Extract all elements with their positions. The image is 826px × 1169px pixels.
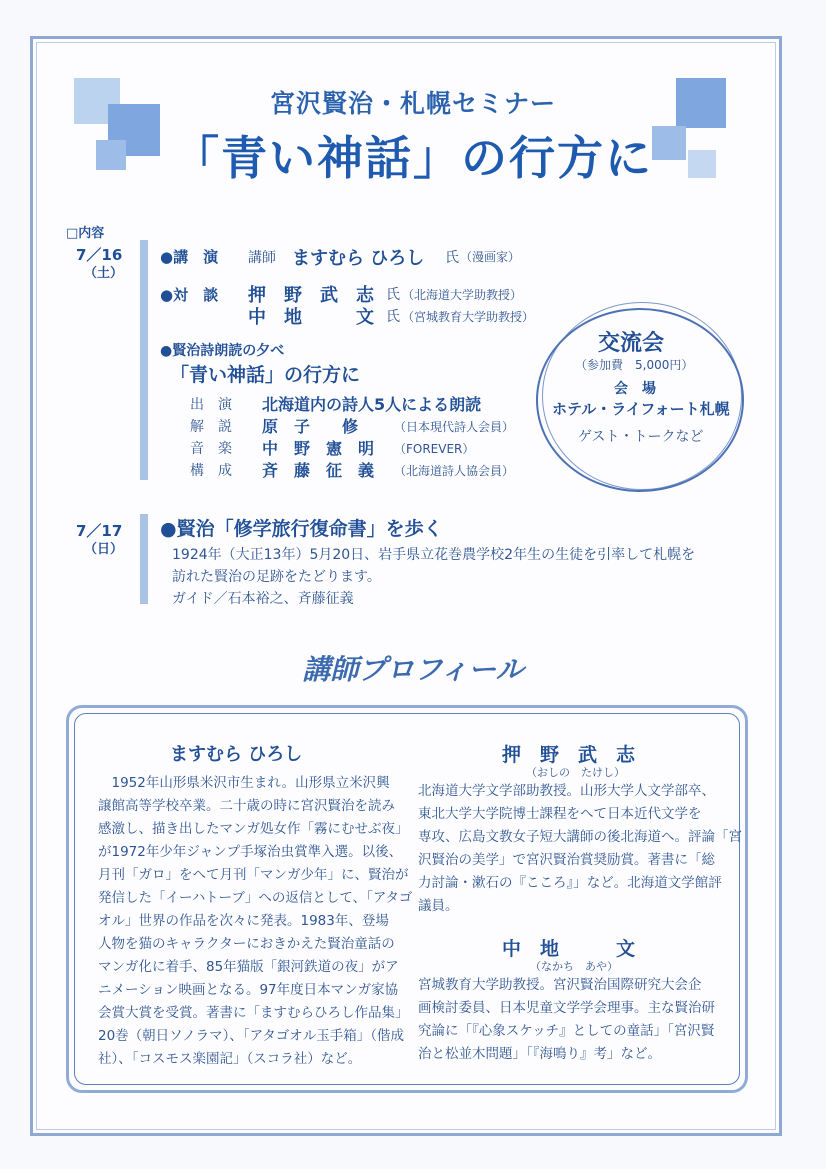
day1-date: 7／16	[76, 246, 123, 264]
exchange-venue-label: 会 場	[614, 381, 656, 397]
day2-guide: ガイド／石本裕之、斉藤征義	[172, 591, 354, 607]
profile-heading: 講師プロフィール	[302, 653, 524, 686]
masumura-bio-line: 月刊「ガロ」をへて月刊「マンガ少年」に、賢治が	[98, 867, 409, 883]
lecture-role: 講師	[248, 250, 276, 266]
day2-date: 7／17	[76, 522, 123, 540]
masumura-bio-line: ニメーション映画となる。97年度日本マンガ家協	[98, 982, 399, 998]
masumura-bio-line: 感激し、描き出したマンガ処女作「霧にむせぶ夜」	[98, 821, 409, 837]
masumura-bio-line: オル」世界の作品を次々に発表。1983年、登場	[98, 913, 389, 929]
masumura-bio	[98, 772, 412, 1071]
oshino-name: 押 野 武 志	[502, 744, 636, 766]
day2-line-2: 訪れた賢治の足跡をたどります。	[172, 569, 381, 585]
masumura-bio-line: が1972年少年ジャンプ手塚治虫賞準入選。以後、	[98, 844, 403, 860]
masumura-bio-line: 20巻（朝日ソノラマ）、「アタゴオル玉手箱」（偕成	[98, 1028, 404, 1044]
exchange-title: 交流会	[598, 331, 665, 356]
reading-row-2-note: （日本現代詩人会員）	[394, 420, 515, 434]
day1-weekday: （土）	[84, 266, 124, 281]
lecture-note: （漫画家）	[460, 250, 521, 264]
talk-p1-name: 押 野 武 志	[248, 285, 374, 306]
reading-row-2-label: 解 説	[190, 419, 232, 435]
nakachi-name: 中 地 文	[502, 938, 636, 960]
reading-row-4-note: （北海道詩人協会員）	[394, 464, 515, 478]
reading-row-1-name: 北海道内の詩人5人による朗読	[262, 395, 482, 414]
lecture-name: ますむら ひろし	[292, 248, 425, 269]
reading-bullet: ●賢治詩朗読の夕べ	[160, 343, 285, 359]
reading-row-3-label: 音 楽	[190, 441, 232, 457]
talk-p2-suffix: 氏	[386, 309, 400, 325]
oshino-bio-line: 力討論・漱石の『こころ』」など。北海道文学館評	[418, 875, 722, 891]
nakachi-bio-line: 画検討委員、日本児童文学学会理事。主な賢治研	[418, 1000, 715, 1016]
masumura-bio-line: 人物を猫のキャラクターにおきかえた賢治童話の	[98, 936, 395, 952]
masumura-bio-line: マンガ化に着手、85年猫版「銀河鉄道の夜」がア	[98, 959, 399, 975]
day2-line-1: 1924年（大正13年）5月20日、岩手県立花巻農学校2年生の生徒を引率して札幌を	[172, 547, 696, 563]
talk-p2-name: 中 地 文	[248, 307, 374, 328]
masumura-name: ますむら ひろし	[170, 744, 303, 765]
masumura-bio-line: 会賞大賞を受賞。著書に「ますむらひろし作品集」	[98, 1005, 409, 1021]
oshino-bio	[418, 780, 742, 918]
day2-title: ●賢治「修学旅行復命書」を歩く	[160, 518, 443, 540]
nakachi-bio-line: 治と松並木問題」「『海鳴り』考」など。	[418, 1046, 661, 1062]
masumura-bio-line: 譲館高等学校卒業。二十歳の時に宮沢賢治を読み	[98, 798, 395, 814]
masumura-bio-line: 発信した「イーハトーブ」への返信として、「アタゴ	[98, 890, 413, 906]
reading-row-3-note: （FOREVER）	[394, 442, 475, 456]
oshino-bio-line: 東北大学大学院博士課程をへて日本近代文学を	[418, 806, 702, 822]
day1-side-bar	[140, 240, 148, 480]
nakachi-bio	[418, 974, 715, 1066]
talk-p2-note: （宮城教育大学助教授）	[402, 310, 535, 324]
reading-row-4-name: 斉 藤 征 義	[262, 461, 375, 480]
day2-side-bar	[140, 514, 148, 604]
seminar-title: 「青い神話」の行方に	[173, 131, 653, 185]
talk-p1-note: （北海道大学助教授）	[402, 288, 523, 302]
seminar-subtitle: 宮沢賢治・札幌セミナー	[269, 89, 556, 118]
lecture-bullet: ●講 演	[160, 248, 219, 266]
reading-row-2-name: 原 子 修	[262, 417, 359, 436]
lecture-suffix: 氏	[445, 250, 459, 266]
nakachi-bio-line: 宮城教育大学助教授。宮沢賢治国際研究大会企	[418, 977, 702, 993]
reading-title: 「青い神話」の行方に	[170, 364, 361, 386]
oshino-bio-line: 北海道大学文学部助教授。山形大学人文学部卒、	[418, 783, 715, 799]
exchange-fee: （参加費 5,000円）	[575, 358, 694, 372]
talk-bullet: ●対 談	[160, 286, 219, 304]
masumura-bio-line: 1952年山形県米沢市生まれ。山形県立米沢興	[98, 775, 390, 791]
oshino-bio-line: 沢賢治の美学」で宮沢賢治賞奨励賞。著書に「総	[418, 852, 715, 868]
section-label: □内容	[66, 226, 105, 241]
oshino-bio-line: 専攻、広島文教女子短大講師の後北海道へ。評論「宮	[418, 829, 742, 845]
nakachi-reading: （なかち あや）	[530, 960, 618, 973]
talk-p1-suffix: 氏	[386, 287, 400, 303]
day2-weekday: （日）	[84, 542, 124, 557]
nakachi-bio-line: 究論に「『心象スケッチ』としての童話」「宮沢賢	[418, 1023, 715, 1039]
reading-row-4-label: 構 成	[190, 463, 232, 479]
masumura-bio-line: 社）、「コスモス楽園記」（スコラ社）など。	[98, 1051, 362, 1067]
exchange-extra: ゲスト・トークなど	[578, 429, 704, 445]
reading-row-1-label: 出 演	[190, 397, 232, 413]
oshino-reading: （おしの たけし）	[526, 766, 625, 779]
reading-row-3-name: 中 野 憲 明	[262, 439, 375, 458]
oshino-bio-line: 議員。	[418, 898, 459, 914]
exchange-venue: ホテル・ライフォート札幌	[552, 400, 730, 418]
